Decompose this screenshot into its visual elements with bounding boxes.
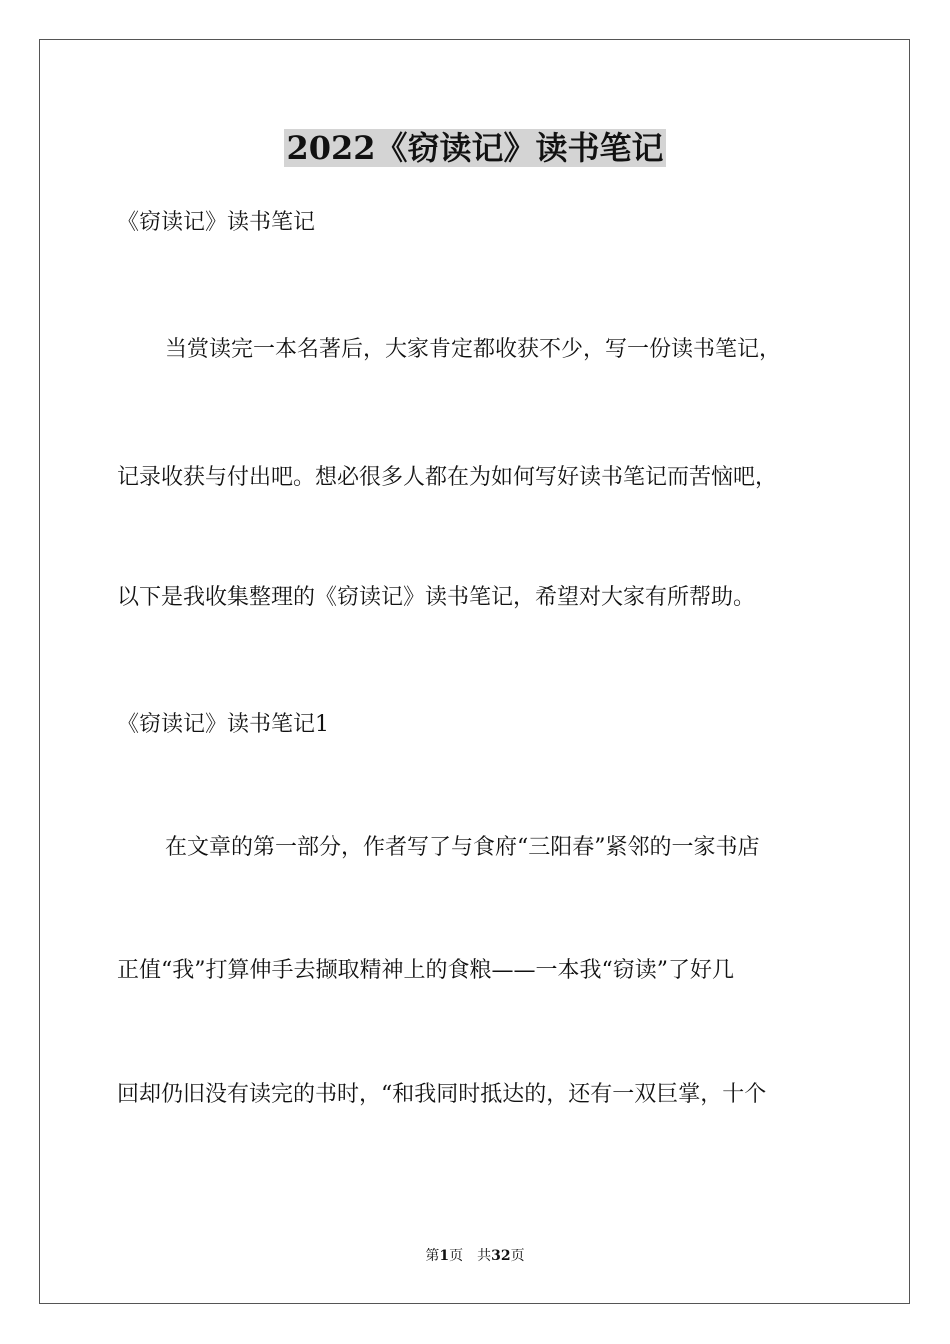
footer-page-number: 1 — [439, 1248, 450, 1264]
intro-line-1: 当赏读完一本名著后，大家肯定都收获不少，写一份读书笔记， — [165, 337, 782, 362]
page-footer — [0, 1246, 950, 1266]
body-line-2: 正值“我”打算伸手去撷取精神上的食粮——一本我“窃读”了好几 — [117, 958, 734, 983]
body-line-1: 在文章的第一部分，作者写了与食府“三阳春”紧邻的一家书店 — [165, 835, 760, 860]
footer-total-prefix: 共 — [477, 1248, 492, 1264]
footer-total-suffix: 页 — [510, 1248, 525, 1264]
subtitle: 《窃读记》读书笔记 — [117, 210, 316, 235]
document-title — [0, 128, 950, 168]
intro-line-3: 以下是我收集整理的《窃读记》读书笔记，希望对大家有所帮助。 — [117, 585, 756, 610]
footer-page-suffix: 页 — [449, 1248, 464, 1264]
body-line-3: 回却仍旧没有读完的书时，“和我同时抵达的，还有一双巨掌，十个 — [117, 1082, 767, 1107]
footer-total-pages: 32 — [491, 1248, 511, 1264]
section-heading: 《窃读记》读书笔记1 — [117, 712, 329, 737]
footer-page-prefix: 第 — [425, 1248, 440, 1264]
intro-line-2: 记录收获与付出吧。想必很多人都在为如何写好读书笔记而苦恼吧， — [117, 465, 778, 490]
document-title-text: 2022《窃读记》读书笔记 — [286, 129, 664, 167]
